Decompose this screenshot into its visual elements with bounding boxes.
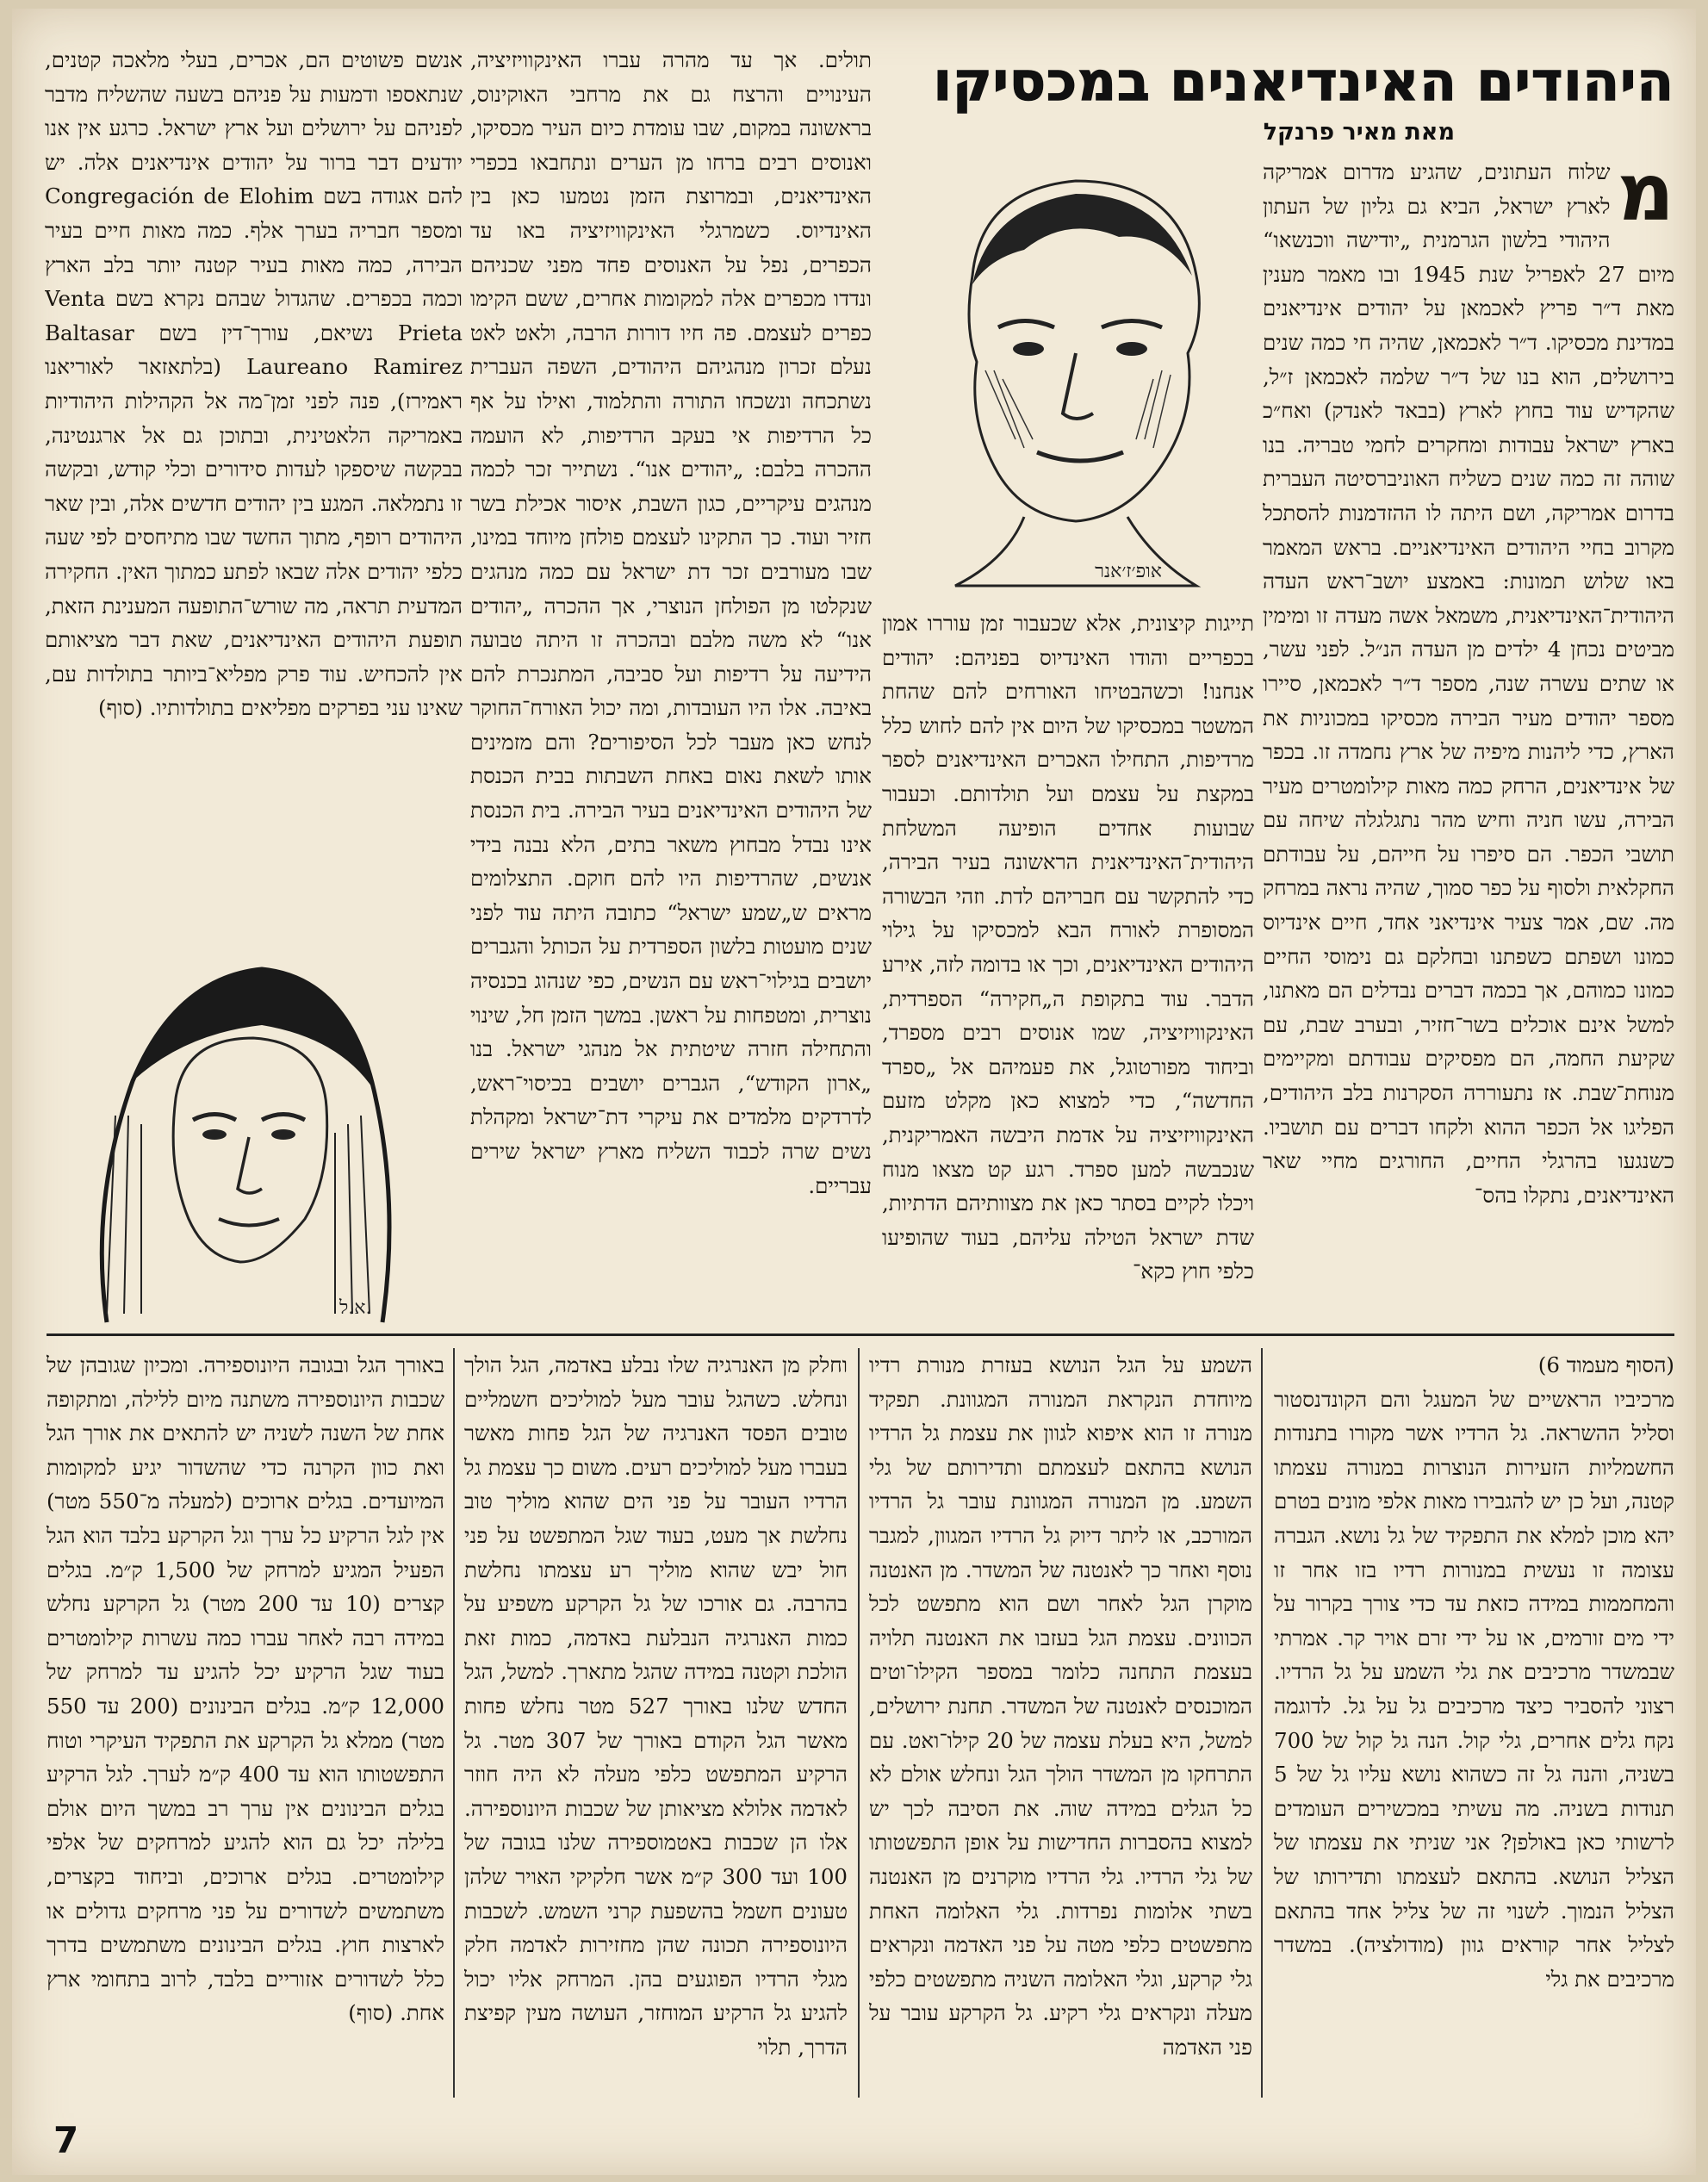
newspaper-page <box>12 9 1696 2175</box>
column-rule <box>1261 1348 1263 2098</box>
article-column-1 <box>1263 155 1674 1327</box>
continued-from: (הסוף מעמוד 6) <box>1537 1352 1674 1377</box>
portrait1-signature: אופ׳ז׳אנר <box>1095 561 1162 582</box>
article-column-2: תייגות קיצונית, אלא שכעבור זמן עוררו אמון בכפריים והודו האינדיוס בפניהם: יהודים אנחנו! וכשהבטיחו האורחים להם שהחת המשטר במכסיקו של היום אין להם לחוש כלל מרדיפות, התחילו האכרים האינדיאנים לספר במקצת על עצמם ועל תולדותם. וכעבור שבועות אחדים הופיעה המשלחת היהודית־האינדיאנית הראשונה בעיר הבירה, כדי להתקשר עם חבריהם לדת. וזהי הבשורה המסופרת לאורח הבא למכסיקו על גילוי היהודים האינדיאנים, וכך או בדומה לזה, אירע הדבר. עוד בתקופת ה„חקירה“ הספרדית, האינקוויזיציה, שמו אנוסים רבים מספרד, וביחוד מפורטוגל, את פעמיהם אל „ספרד החדשה“, כדי למצוא כאן מקלט מזעם האינקוויזיציה על אדמת היבשה האמריקנית, שנכבשה למען ספרד. רגע קט מצאו מנוח ויכלו לקיים בסתר כאן את מצוותיהם הדתיות, שדת ישראל הטילה עליהם, בעוד שהופיעו כלפי חוץ כקא־ <box>882 611 1254 1284</box>
portrait-illustration-woman <box>55 943 417 1327</box>
radio-column-1: (הסוף מעמוד 6) מרכיביו הראשיים של המעגל והם הקונדנסטור וסליל ההשראה. גל הרדיו אשר מקורו בתנודות החשמליות הזעירות הנוצרות במנורה עצמתו קטנה, ועל כן יש להגבירו מאות אלפי מונים בטרם יהא מוכן למלא את התפקיד של גל נושא. הגברה עצומה זו נעשית במנורות רדיו בזו אחר זו והמחממות במידה כזאת עד כדי צורך בקרור על ידי מים זורמים, או על ידי זרם אויר קר. אמרתי שבמשדר מרכיבים את גלי השמע על גל הרדיו. רצוני להסביר כיצד מרכיבים גל על גל. לדוגמה נקח גלים אחרים, גלי קול. הנה גל קול של 700 בשניה, והנה גל זה כשהוא נושא עליו גל של 5 תנודות בשניה. מה עשיתי במכשירים העומדים לרשותי כאן באולפן? אני שניתי את עצמתו של הצליל הנושא. בהתאם לעצמתו ותדירותו של הצליל הנמוך. לשנוי זה של צליל אחד בהתאם לצליל אחר קוראים גוון (מודולציה). במשדר מרכיבים את גלי <box>1274 1348 1674 2115</box>
article-column-4: אנשם פשוטים הם, אכרים, בעלי מלאכה קטנים, שנתאספו ודמעות על פניהם בשעה שהשליח מדבר לפניהם על ירושלים ועל ארץ ישראל. כרגע אין אנו יודעים דבר ברור על יהודים אינדיאנים אלה. יש להם אגודה בשם Congregación de Elohim ומספר חבריה בערך אלף. כמה מאות חיים בעיר הבירה, כמה מאות בעיר קטנה יותר בלב הארץ וכמה בכפרים. שהגדול שבהם נקרא בשם Venta Prieta נשיאם, עורך־דין בשם Baltasar Laureano Ramirez (בלתאזאר לאוריאנו ראמירז), פנה לפני זמן־מה אל הקהילות היהודיות באמריקה הלאטינית, ובתוכן גם אל ארגנטינה, בבקשה שיספקו לעדות סידורים וכלי קודש, ובקשה זו נתמלאה. המגע בין יהודים חדשים אלה, ובין שאר היהודים רופף, מתוך החשד שבו מתיחסים לפי שעה כלפי יהודים אלה שבאו לפתע כמתוך האין. החקירה המדעית תראה, מה שורש־התופעה המענינת הזאת, תופעת היהודים האינדיאנים, שאת דבר מציאותם אין להכחיש. עוד פרק מפליא־ביותר בתולדות עם, שאינו עני בפרקים מפליאים בתולדותיו. (סוף) <box>45 47 463 721</box>
radio-column-2: השמע על הגל הנושא בעזרת מנורת רדיו מיוחדת הנקראת המנורה המגוונת. תפקיד מנורה זו הוא איפוא לגוון את עצמת גל הרדיו הנושא בהתאם לעצמתם ותדירותם של גלי השמע. מן המנורה המגוונת עובר גל הרדיו המורכב, או ליתר דיוק גל הרדיו המגוון, למגבר נוסף ואחר כך לאנטנה של המשדר. מן האנטנה מוקרן הגל לאחר ושם הוא מתפשט לכל הכוונים. עצמת הגל בעזבו את האנטנה תלויה בעצמת התחנה כלומר במספר הקילו־וטים המוכנסים לאנטנה של המשדר. תחנת ירושלים, למשל, היא בעלת עצמה של 20 קילו־ואט. עם התרחקו מן המשדר הולך הגל ונחלש אולם לא כל הגלים במידה שוה. את הסיבה לכך יש למצוא בהסברות החדישות על אופן התפשטותו של גלי הרדיו. גלי הרדיו מוקרנים מן האנטנה בשתי אלומות נפרדות. גלי האלומה האחת מתפשטים כלפי מטה על פני האדמה ונקראים גלי קרקע, וגלי האלומה השניה מתפשטים כלפי מעלה ונקראים גלי רקיע. גל הקרקע עובר על פני האדמה <box>869 1352 1252 2060</box>
section-divider <box>47 1333 1674 1336</box>
radio-column-3: וחלק מן האנרגיה שלו נבלע באדמה, הגל הולך ונחלש. כשהגל עובר מעל למוליכים חשמליים טובים הפסד האנרגיה של הגל פחות מאשר בעברו מעל למוליכים רעים. משום כך עצמת גל הרדיו העובר על פני הים שהוא מוליך טוב נחלשת אך מעט, בעוד שגל המתפשט על פני חול יבש שהוא מוליך רע עצמתו נחלשת בהרבה. גם אורכו של גל הקרקע משפיע על כמות האנרגיה הנבלעת באדמה, כמות זאת הולכת וקטנה במידה שהגל מתארך. למשל, הגל החדש שלנו באורך 527 מטר נחלש פחות מאשר הגל הקודם באורך של 307 מטר. גל הרקיע המתפשט כלפי מעלה לא היה חוזר לאדמה אלולא מציאותן של שכבות היונוספירה. אלו הן שכבות באטמוספירה שלנו בגובה של 100 ועד 300 ק״מ אשר חלקיקי האויר שלהן טעונים חשמל בהשפעת קרני השמש. לשכבות היונוספירה תכונה שהן מחזירות לאדמה חלק מגלי הרדיו הפוגעים בהן. המרחק אליו יכול להגיע גל הרקיע המוחזר, העושה מעין קפיצת הדרך, תלוי <box>464 1352 848 2060</box>
column-rule <box>453 1348 455 2098</box>
article-title: היהודים האינדיאנים במכסיקו <box>933 50 1674 113</box>
portrait-indian-woman <box>55 943 417 1327</box>
article-byline: מאת מאיר פרנקל <box>1263 119 1455 146</box>
page-number: 7 <box>53 2119 79 2161</box>
article-paragraph-intro: מ שלוח העתונים, שהגיע מדרום אמריקה לארץ ישראל, הביא גם גליון של העתון היהודי בלשון הגרמנית „יודישה ווכנשאו“ מיום 27 לאפריל שנת 1945 ובו מאמר מענין מאת ד״ר פריץ לאכמאן על יהודים אינדיאנים במדינת מכסיקו. ד״ר לאכמאן, שהיה חי כמה שנים בירושלים, הוא בנו של ד״ר שלמה לאכמאן ז״ל, שהקדיש עוד בחוץ לארץ (בבאד לאנדק) ואח״כ בארץ ישראל עבודות ומחקרים לחמי טבריה. בנו שוהה זה כמה שנים כשליח האוניברסיטה העברית בדרום אמריקה, ושם היתה לו ההזדמנות להסתכל מקרוב בחיי היהודים האינדיאניים. בראש המאמר באו שלוש תמונות: באמצע יושב־ראש העדה היהודית־האינדיאנית, משמאל אשה מעדה זו ומימין מביטים נכחן 4 ילדים מן העדה הנ״ל. לפני עשר, או שתים עשרה שנה, מספר ד״ר לאכמאן, סיירו מספר יהודים מעיר הבירה מכסיקו במכוניות את הארץ, כדי ליהנות מיפיה של ארץ נחמדה זו. בכפר של אינדיאנים, הרחק כמה מאות קילומטרים מעיר הבירה, עשו חניה וחיש מהר נתגלגלה שיחה עם תושבי הכפר. הם סיפרו על חייהם, על עבודתם החקלאית ולסוף על כפר סמוך, שהיה נראה במרחק מה. שם, אמר צעיר אינדיאני אחד, חיים אינדיוס כמונו ושפתם כשפתנו ובחלקם גם נימוסי החיים כמונו כמוהם, אך בכמה דברים נבדלים הם מאתנו, למשל אינם אוכלים בשר־חזיר, ובערב שבת, עם שקיעת החמה, הם מפסיקים עבודתם ומקיימים מנוחת־שבת. אז נתעוררה הסקרנות בלב היהודים, הפליגו אל הכפר ההוא ולקחו דברים עם תושביו. כשנגעו בהרגלי החיים, החורגים מחיי שאר האינדיאנים, נתקלו בהס־ <box>1263 155 1674 1208</box>
portrait-community-head <box>904 155 1252 599</box>
column-rule <box>858 1348 860 2098</box>
article-end-mark: (סוף) <box>97 695 143 721</box>
portrait2-signature: א.ל. <box>339 1297 372 1319</box>
org-name: Congregación de Elohim <box>45 183 314 209</box>
president-name: Baltasar Laureano Ramirez <box>45 320 463 380</box>
radio-column-4: באורך הגל ובגובה היונוספירה. ומכיון שגובהן של שכבות היונוספירה משתנה מיום ללילה, ומתקופה אחת של השנה לשניה יש להתאים את אורך הגל ואת כוון הקרנה כדי שהשדור יגיע למקומות המיועדים. בגלים ארוכים (למעלה מ־550 מטר) אין לגל הרקיע כל ערך וגל הקרקע בלבד הוא הגל הפעיל המגיע למרחק של 1,500 ק״מ. בגלים קצרים (10 עד 200 מטר) גל הקרקע נחלש במידה רבה לאחר עברו כמה עשרות קילומטרים בעוד שגל הרקיע יכל להגיע עד למרחק של 12,000 ק״מ. בגלים הבינונים (200 עד 550 מטר) ממלא גל הקרקע את התפקיד העיקרי וטוח התפשטותו הוא עד 400 ק״מ לערך. לגל הרקיע בגלים הבינונים אין ערך רב במשך היום אולם בלילה יכל גם הוא להגיע למרחקים של אלפי קילומטרים. בגלים ארוכים, וביחוד בקצרים, משתמשים לשדורים על פני מרחקים גדולים או לארצות חוץ. בגלים הבינונים משתמשים בדרך כלל לשדורים אזוריים בלבד, לרוב בתחומי ארץ אחת. (סוף) <box>47 1352 444 2026</box>
drop-cap: מ <box>1617 155 1674 239</box>
article-column-3: תולים. אך עד מהרה עברו האינקוויזיציה, העינויים והרצח גם את מרחבי האוקינוס, בראשונה במקום, שבו עומדת כיום העיר מכסיקו, ואנוסים רבים ברחו מן הערים ונתחבאו בכפרי האינדיאנים, ובמרוצת הזמן נטמעו כאן בין האינדיוס. כשמרגלי האינקוויזיציה באו עד הכפרים, נפל על האנוסים פחד מפני שכניהם ונדדו מכפרים אלה למקומות אחרים, ששם הקימו כפרים לעצמם. פה חיו דורות הרבה, ולאט לאט נעלם זכרון מנהגיהם היהודים, השפה העברית נשתכחה ונשכחו התורה והתלמוד, ואילו על אף כל הרדיפות אי בעקב הרדיפות, לא הועמה ההכרה בלבם: „יהודים אנו“. נשתייר זכר לכמה מנהגים עיקריים, כגון השבת, איסור אכילת בשר חזיר ועוד. כך התקינו לעצמם פולחן מיוחד במינו, שבו מעורבים זכר דת ישראל עם כמה מנהגים שנקלטו מן הפולחן הנוצרי, אך ההכרה „יהודים אנו“ לא משה מלבם ובהכרה זו היתה טבועה הידיעה על רדיפות ועל סביבה, המתנכרת להם באיבה. אלו היו העובדות, ומה יכול האורח־החוקר לנחש כאן מעבר לכל הסיפורים? והם מזמינים אותו לשאת נאום באחת השבתות בבית הכנסת של היהודים האינדיאנים בעיר הבירה. בית הכנסת אינו נבדל מבחוץ משאר בתים, הלא נבנה בידי אנשים, שהרדיפות היו להם חוקם. התצלומים מראים ש„שמע ישראל“ כתובה היתה עוד לפני שנים מועטות בלשון הספרדית על הכותל והגברים יושבים בגילוי־ראש עם הנשים, כפי שנהוג בכנסיה נוצרית, ומטפחות על ראשן. במשך הזמן חל, שינוי והתחילה חזרה שיטתית אל מנהגי ישראל. בנו „ארון הקודש“, הגברים יושבים בכיסוי־ראש, לדרדקים מלמדים את עיקרי דת־ישראל ומקהלת נשים שרה לכבוד השליח מארץ ישראל שירים עבריים. <box>470 47 872 1198</box>
portrait-illustration <box>904 155 1252 599</box>
radio-end-mark: (סוף) <box>348 2000 394 2026</box>
village-name: Venta Prieta <box>45 286 463 345</box>
